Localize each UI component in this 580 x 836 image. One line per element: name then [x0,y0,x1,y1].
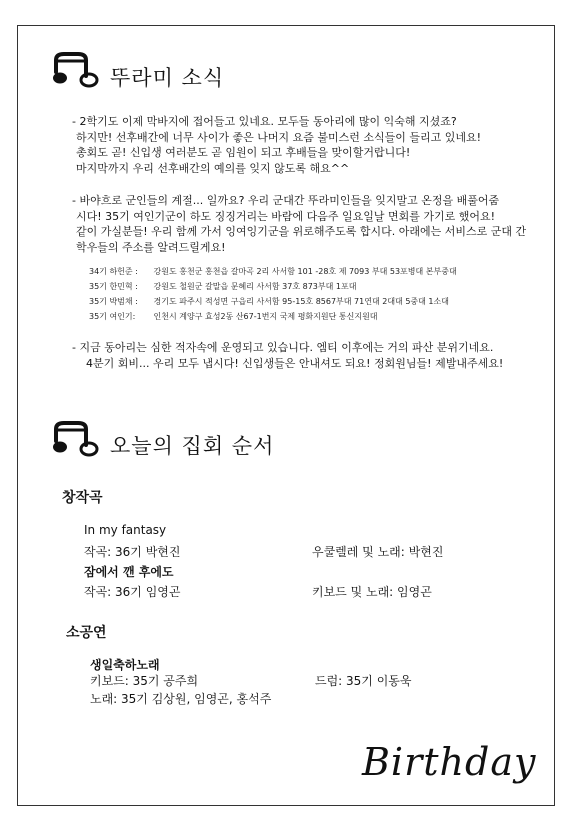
address-text: 강원도 철원군 갈말읍 문혜리 사서함 37호 873부대 1포대 [153,282,357,291]
news-title: 뚜라미 소식 [110,66,225,90]
news-paragraph-3 [72,340,503,371]
address-name: 35기 박범채 : [89,297,138,306]
address-name: 34기 하헌준 : [89,267,138,276]
address-text: 강원도 홍천군 홍천읍 갈마곡 2리 사서함 101 -28호 제 7093 부대 53포병대 본부중대 [153,267,457,276]
song-credit: 작곡: 36기 박현진 [84,545,181,559]
text-line: 같이 가실분들! 우리 함께 가서 잉여잉기군을 위로해주도록 합시다. 아래에는 서비스로 군대 간 [76,225,527,238]
address-text: 경기도 파주시 적성면 구읍리 사서함 95-15호 8567부대 71연대 2대대 5중대 1소대 [153,297,449,306]
song-title: 생일축하노래 [90,658,160,672]
song-credit: 작곡: 36기 임영곤 [84,585,181,599]
birthday-handwriting: Birthday [362,740,537,784]
order-title: 오늘의 집회 순서 [110,434,275,458]
original-songs-heading: 창작곡 [62,490,103,506]
address-row [89,311,457,326]
text-line: 하지만! 선후배간에 너무 사이가 좋은 나머지 요즘 불미스런 소식들이 들리고 있네요! [76,130,482,144]
news-paragraph-1 [72,114,481,176]
text-line: - 바야흐로 군인들의 계절... 일까요? 우리 군대간 뚜라미인들을 잊지말고 온정을 배풀어줌 [72,194,500,207]
song-credit: 키보드: 35기 공주희 [90,674,199,688]
text-line: 학우들의 주소를 알려드릴게요! [76,240,226,254]
song-title: In my fantasy [84,523,167,537]
news-paragraph-2 [72,193,526,255]
text-line: 4분기 회비... 우리 모두 냅시다! 신입생들은 안내셔도 되요! 정회원님들! 제발내주세요! [86,356,504,370]
text-line: - 지금 동아리는 심한 적자속에 운영되고 있습니다. 엠티 이후에는 거의 파산 분위기네요. [72,341,494,354]
address-row [89,266,457,281]
music-note-icon [52,52,100,88]
small-concert-heading: 소공연 [66,625,107,641]
address-row [89,296,457,311]
address-row [89,281,457,296]
song-performer: 우쿨렐레 및 노래: 박현진 [312,545,444,559]
address-text: 인천시 계양구 효성2동 산67-1번지 국제 평화지원단 통신지원대 [153,312,378,321]
music-note-icon [52,421,100,457]
text-line: 마지막까지 우리 선후배간의 예의를 잊지 않도록 해요^^ [76,161,350,175]
address-name: 35기 여인기: [89,312,136,321]
song-performer: 드럼: 35기 이동욱 [315,674,412,688]
text-line: - 2학기도 이제 막바지에 접어들고 있네요. 모두들 동아리에 많이 익숙해 지셨죠? [72,115,457,128]
text-line: 총회도 곧! 신입생 여러분도 곧 임원이 되고 후배들을 맞이할거랍니다! [76,146,411,159]
address-name: 35기 한민혁 : [89,282,138,291]
address-list [89,266,457,326]
song-title: 잠에서 깬 후에도 [84,565,174,579]
song-vocals: 노래: 35기 김상원, 임영곤, 홍석주 [90,692,272,706]
text-line: 시다! 35기 여인기군이 하도 징징거리는 바람에 다음주 일요일날 면회를 가기로 했어요! [76,209,496,223]
song-performer: 키보드 및 노래: 임영곤 [312,585,432,599]
